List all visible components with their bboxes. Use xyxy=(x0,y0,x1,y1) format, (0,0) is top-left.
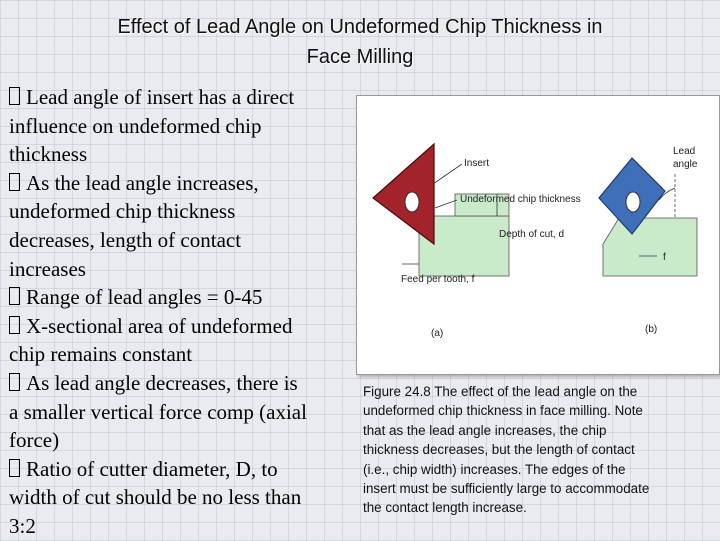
label-feed-per-tooth: Feed per tooth, f xyxy=(401,274,475,285)
label-b: (b) xyxy=(645,324,658,335)
bullet-line: As lead angle decreases, there is xyxy=(9,369,354,398)
square-bullet-icon xyxy=(9,373,20,391)
bullet-line: Lead angle of insert has a direct xyxy=(9,83,354,112)
bullet-line: 3:2 xyxy=(9,513,36,538)
bullet-item xyxy=(9,83,354,169)
bullet-line: a smaller vertical force comp (axial xyxy=(9,399,307,424)
bullet-line: width of cut should be no less than xyxy=(9,485,302,510)
bullet-line: As the lead angle increases, xyxy=(9,169,354,198)
figure-caption xyxy=(363,382,713,518)
square-bullet-icon xyxy=(9,459,20,477)
label-lead: Lead xyxy=(673,146,696,157)
bullet-line: increases xyxy=(9,256,86,281)
title-line-1: Effect of Lead Angle on Undeformed Chip Thickness in xyxy=(117,16,603,38)
insert-b-hole xyxy=(626,192,640,212)
bullet-item xyxy=(9,455,354,541)
label-undeformed-chip-thickness: Undeformed chip thickness xyxy=(460,194,581,205)
bullet-item xyxy=(9,369,354,455)
caption-line: Figure 24.8 The effect of the lead angle on the xyxy=(363,384,638,399)
caption-line: (i.e., chip width) increases. The edges of the xyxy=(363,461,626,477)
caption-line: that as the lead angle increases, the chip xyxy=(363,422,607,438)
bullet-list xyxy=(9,83,354,541)
bullet-item xyxy=(9,283,354,312)
insert-a xyxy=(373,144,434,244)
label-depth-of-cut: Depth of cut, d xyxy=(499,229,565,240)
workpiece-b xyxy=(603,218,697,276)
bullet-line: influence on undeformed chip xyxy=(9,113,262,138)
square-bullet-icon xyxy=(9,316,20,334)
insert-a-hole xyxy=(405,192,419,212)
bullet-line: thickness xyxy=(9,142,88,167)
lead-angle-diagram xyxy=(357,96,719,374)
square-bullet-icon xyxy=(9,173,20,191)
leader-undeformed xyxy=(435,200,457,208)
bullet-item xyxy=(9,169,354,283)
caption-line: insert must be sufficiently large to accommodate xyxy=(363,481,650,497)
bullet-line: X-sectional area of undeformed xyxy=(9,312,354,341)
square-bullet-icon xyxy=(9,87,20,105)
bullet-line: Ratio of cutter diameter, D, to xyxy=(9,455,354,484)
label-angle: angle xyxy=(673,159,698,170)
leader-insert xyxy=(433,164,462,184)
bullet-line: Range of lead angles = 0-45 xyxy=(9,283,354,312)
label-insert: Insert xyxy=(464,158,490,169)
caption-line: undeformed chip thickness in face milling. Note xyxy=(363,403,643,419)
bullet-line: chip remains constant xyxy=(9,342,193,367)
caption-line: thickness decreases, but the length of contact xyxy=(363,442,635,458)
title-line-2: Face Milling xyxy=(306,46,414,68)
label-f: f xyxy=(663,252,666,263)
label-a: (a) xyxy=(431,328,444,339)
bullet-item xyxy=(9,312,354,369)
figure-panel xyxy=(356,95,720,375)
caption-line: the contact length increase. xyxy=(363,500,527,516)
bullet-line: undeformed chip thickness xyxy=(9,199,236,224)
bullet-line: decreases, length of contact xyxy=(9,227,242,252)
bullet-line: force) xyxy=(9,428,60,453)
slide-title xyxy=(30,12,690,72)
square-bullet-icon xyxy=(9,287,20,305)
